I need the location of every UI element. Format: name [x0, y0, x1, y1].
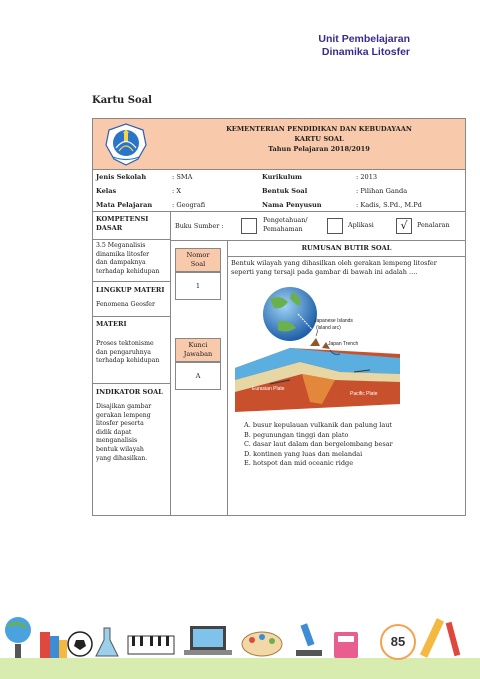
- eurasian-plate-label: Eurasian Plate: [252, 386, 285, 392]
- divider: [170, 211, 171, 516]
- divider: [92, 281, 170, 282]
- kompetensi-text: [96, 242, 159, 276]
- globe-stand-icon: [5, 617, 31, 658]
- indikator-soal-text: [96, 403, 151, 463]
- indikator-line: yang dihasilkan.: [96, 454, 148, 462]
- kompetensi-title: [96, 215, 148, 233]
- indikator-line: menganalisis: [96, 437, 138, 445]
- divider: [92, 383, 170, 384]
- divider: [92, 211, 466, 212]
- indikator-line: gerakan lempeng: [96, 411, 151, 419]
- indikator-line: litosfer peserta: [96, 420, 144, 428]
- nomor-soal-label: [175, 248, 221, 272]
- option-c[interactable]: C. dasar laut dalam dan bergelombang besar: [244, 440, 393, 449]
- penalaran-checkbox[interactable]: √: [396, 218, 412, 234]
- indikator-line: Disajikan gambar: [96, 403, 152, 410]
- kunci-jawaban-label: [175, 338, 221, 362]
- pengetahuan-line1: Pengetahuan/: [263, 216, 308, 224]
- materi-line: Proses tektonisme: [96, 340, 154, 347]
- unit-title: [318, 33, 410, 59]
- question-text-line2: seperti yang tersaji pada gambar di bawah ini adalah ....: [231, 268, 418, 276]
- kurikulum-value: : 2013: [356, 173, 378, 181]
- lab-flask-icon: [96, 628, 118, 656]
- option-d[interactable]: D. kontinen yang luas dan melandai: [244, 449, 363, 458]
- page-number: 85: [380, 624, 416, 660]
- jenis-sekolah-value: : SMA: [172, 173, 193, 181]
- buku-sumber-label: Buku Sumber :: [175, 222, 224, 230]
- bentuk-soal-label: Bentuk Soal: [262, 187, 308, 195]
- materi-title: MATERI: [96, 320, 127, 328]
- divider: [227, 240, 228, 516]
- kelas-value: : X: [172, 187, 182, 195]
- divider: [92, 316, 170, 317]
- kurikulum-label: Kurikulum: [262, 173, 302, 181]
- indikator-line: didik dapat: [96, 428, 132, 436]
- laptop-icon: [184, 626, 232, 655]
- rumusan-butir-soal-title: RUMUSAN BUTIR SOAL: [301, 244, 392, 252]
- kompetensi-line: dinamika litosfer: [96, 250, 150, 258]
- nomor-soal-line2: Soal: [190, 260, 206, 268]
- kunci-jawaban-line1: Kunci: [188, 341, 208, 349]
- materi-line: dan pengaruhnya: [96, 348, 151, 356]
- unit-title-line2: Dinamika Litosfer: [321, 46, 410, 58]
- globe-icon: [263, 287, 318, 341]
- mata-pelajaran-label: Mata Pelajaran: [96, 201, 153, 209]
- lingkup-materi-text: Fenomena Geosfer: [96, 301, 155, 308]
- penalaran-label: Penalaran: [417, 221, 450, 229]
- materi-line: terhadap kehidupan: [96, 357, 160, 365]
- lingkup-materi-title: LINGKUP MATERI: [96, 286, 165, 294]
- divider: [171, 240, 466, 241]
- kelas-label: Kelas: [96, 187, 117, 195]
- pencil-icon: [446, 622, 461, 656]
- indikator-line: bentuk wilayah: [96, 445, 144, 453]
- header-ministry: KEMENTERIAN PENDIDIKAN DAN KEBUDAYAAN: [226, 125, 412, 133]
- tut-wuri-handayani-logo-icon: [103, 121, 149, 167]
- bentuk-soal-value: : Pilihan Ganda: [356, 187, 408, 195]
- unit-title-line1: Unit Pembelajaran: [318, 33, 410, 45]
- mata-pelajaran-value: : Geografi: [172, 201, 206, 209]
- divider: [92, 239, 170, 240]
- nomor-soal-value: 1: [175, 272, 221, 300]
- option-e[interactable]: E. hotspot dan mid oceanic ridge: [244, 459, 354, 468]
- japan-trench-label: Japan Trench: [328, 341, 359, 347]
- pacific-plate-label: Pacific Plate: [350, 391, 378, 397]
- question-text: [231, 259, 437, 277]
- kunci-jawaban-line2: Jawaban: [183, 350, 213, 358]
- kompetensi-line: dan dampaknya: [96, 259, 146, 267]
- kompetensi-title-line2: DASAR: [96, 224, 123, 232]
- nama-penyusun-label: Nama Penyusun: [262, 201, 322, 209]
- materi-text: [96, 340, 159, 366]
- pengetahuan-checkbox[interactable]: [241, 218, 257, 234]
- kunci-jawaban-value: A: [175, 362, 221, 390]
- nomor-soal-line1: Nomor: [186, 251, 210, 259]
- kompetensi-line: terhadap kehidupan: [96, 267, 160, 275]
- header-text: [173, 124, 465, 154]
- page-heading: Kartu Soal: [92, 95, 152, 106]
- jenis-sekolah-label: Jenis Sekolah: [96, 173, 147, 181]
- kompetensi-title-line1: KOMPETENSI: [96, 215, 149, 223]
- calculator-icon: [334, 632, 358, 658]
- option-b[interactable]: B. pegunungan tinggi dan plato: [244, 430, 349, 439]
- header-school-year: Tahun Pelajaran 2018/2019: [268, 145, 370, 153]
- header-card-title: KARTU SOAL: [294, 135, 344, 143]
- books-icon: [40, 632, 67, 658]
- ruler-icon: [420, 618, 444, 658]
- question-text-line1: Bentuk wilayah yang dihasilkan oleh gerakan lempeng litosfer: [231, 259, 437, 267]
- piano-icon: [128, 636, 174, 654]
- kompetensi-line: 3.5 Meganalisis: [96, 242, 146, 249]
- island-arc-label: (island arc): [316, 325, 341, 331]
- pengetahuan-line2: Pemahaman: [263, 224, 303, 233]
- divider: [227, 256, 466, 257]
- indikator-soal-title: INDIKATOR SOAL: [96, 388, 163, 396]
- answer-options: [244, 421, 393, 469]
- microscope-icon: [296, 623, 322, 656]
- paint-palette-icon: [242, 632, 282, 656]
- card-header: [93, 119, 465, 170]
- nama-penyusun-value: : Kadis, S.Pd., M.Pd: [356, 201, 422, 209]
- soccer-ball-icon: [68, 632, 92, 656]
- option-a[interactable]: A. busur kepulauan vulkanik dan palung laut: [244, 421, 393, 429]
- plate-tectonics-illustration: [230, 284, 406, 416]
- aplikasi-checkbox[interactable]: [327, 218, 343, 234]
- japanese-islands-label: Japanese Islands: [314, 318, 353, 324]
- aplikasi-label: Aplikasi: [348, 221, 374, 229]
- pengetahuan-label: [263, 216, 307, 233]
